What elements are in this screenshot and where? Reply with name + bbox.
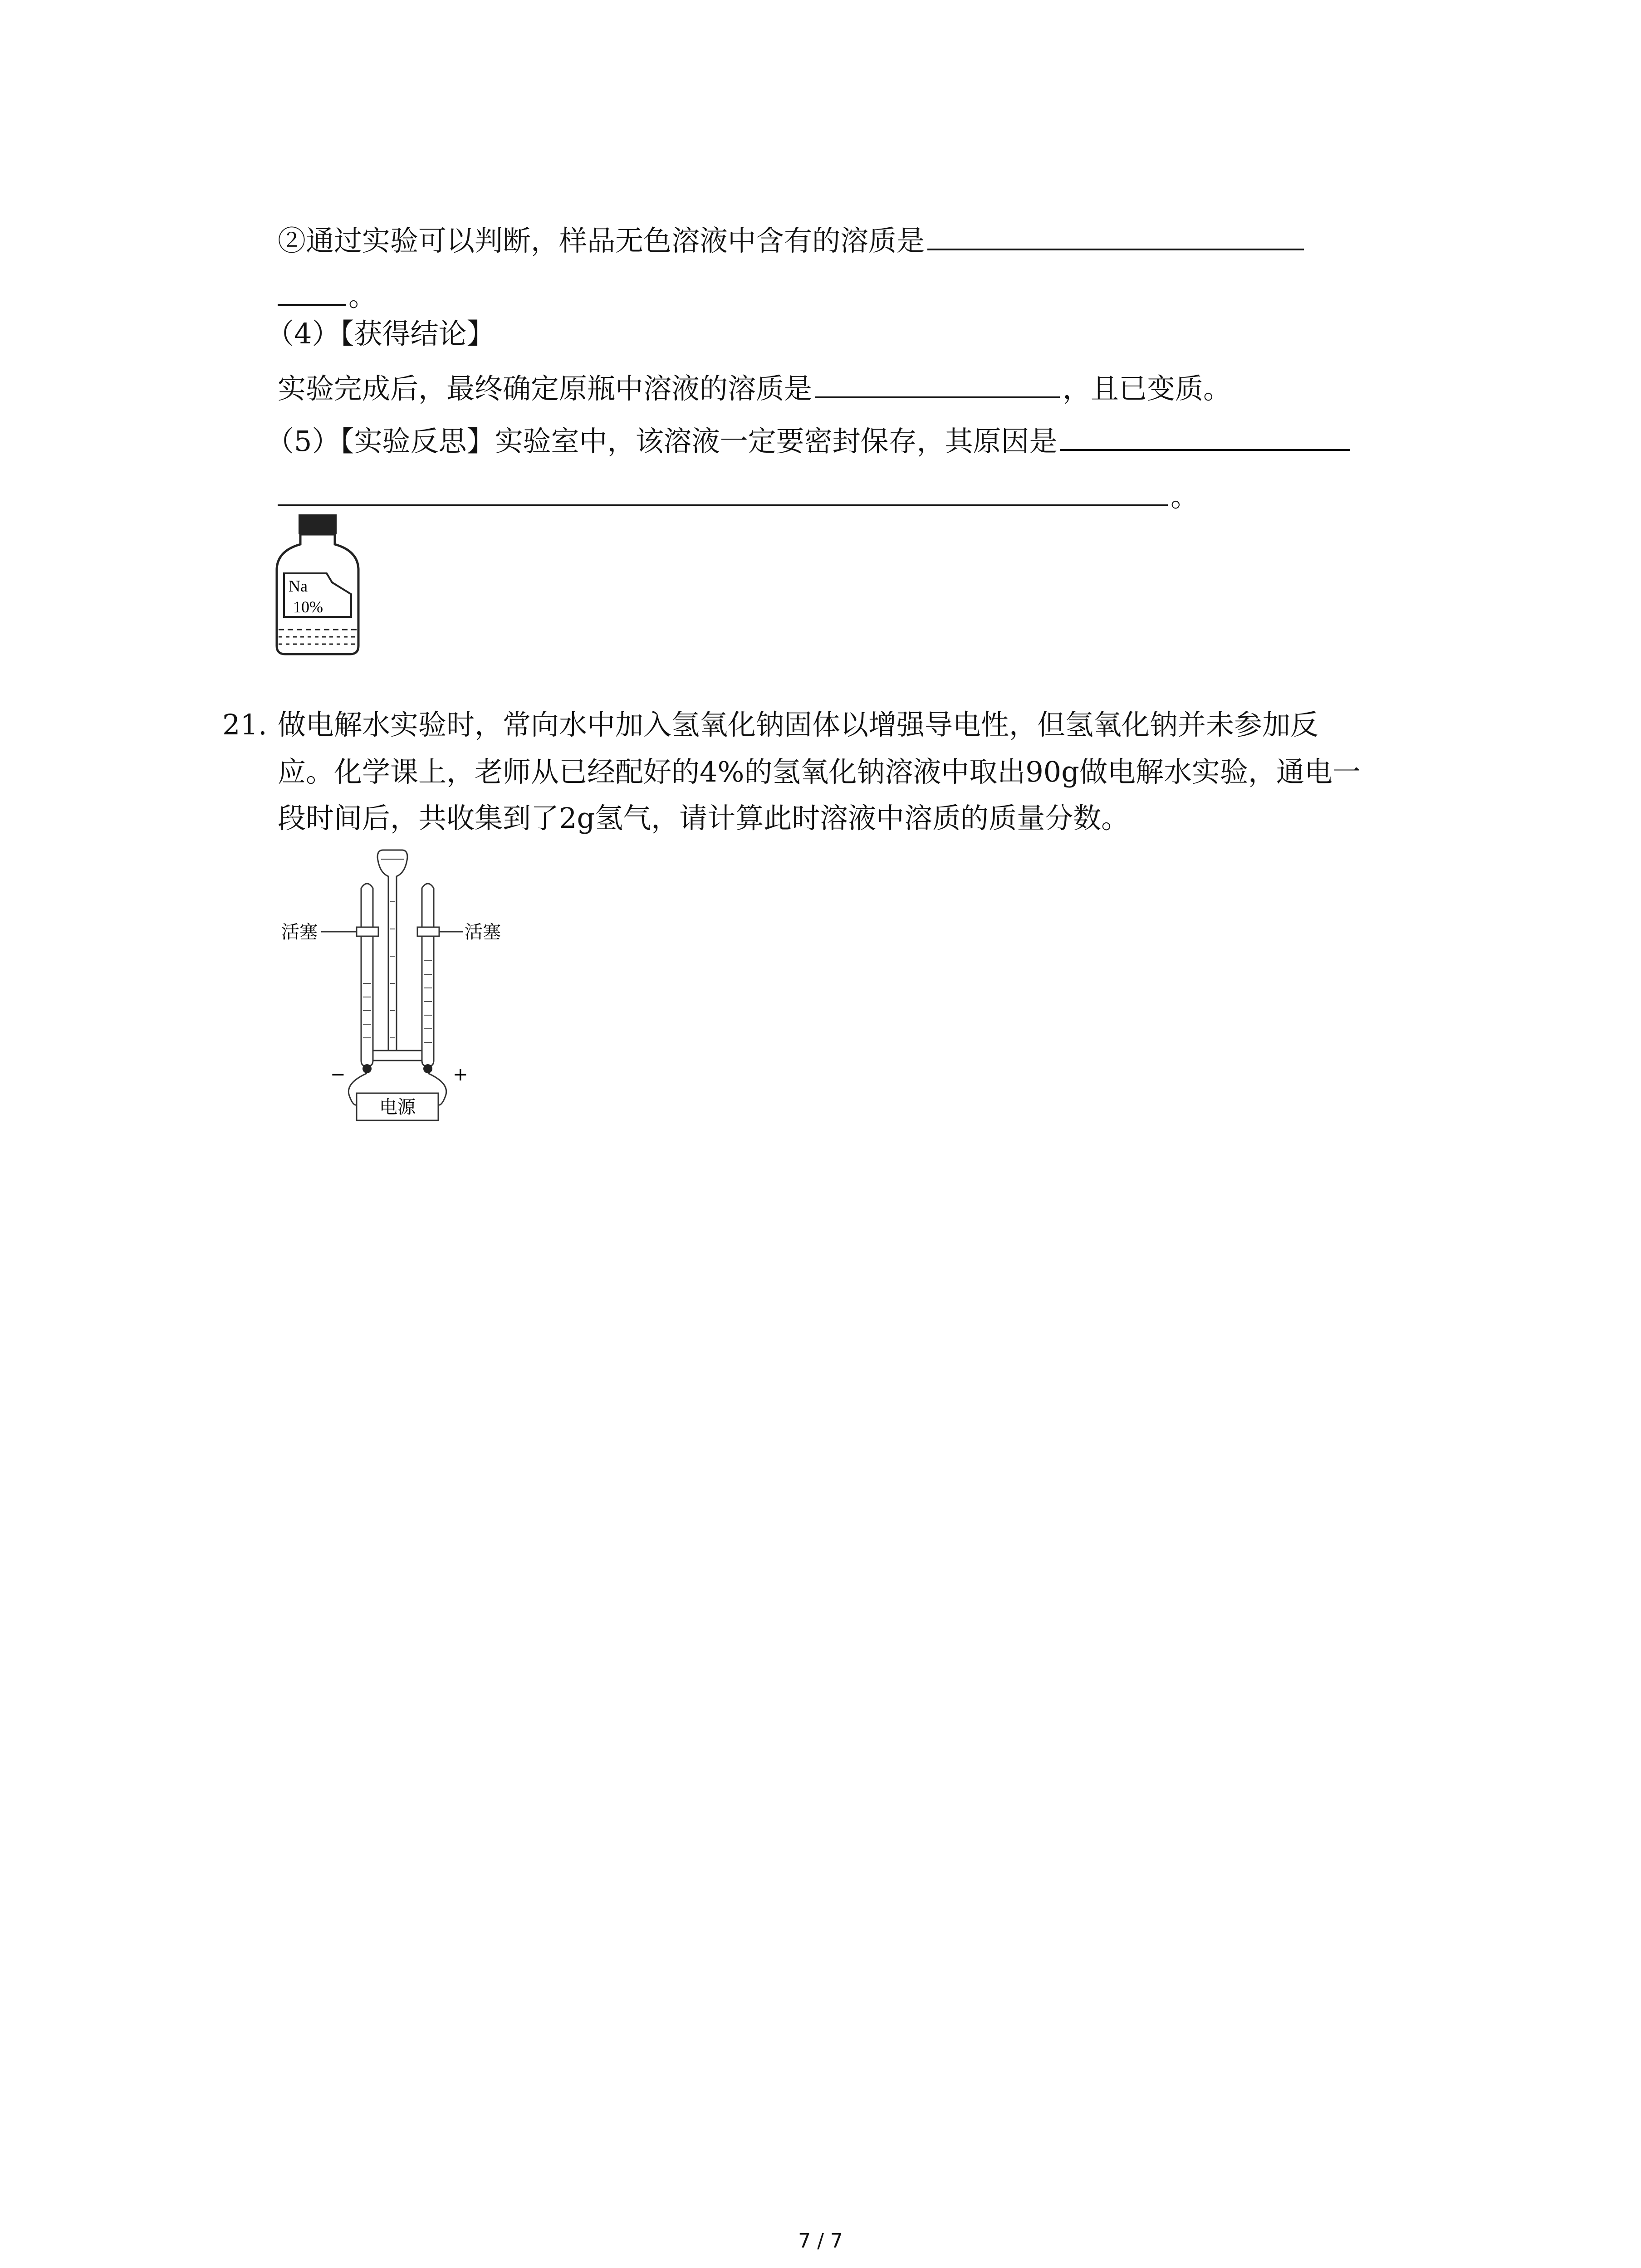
question-21-line-2: 应。化学课上，老师从已经配好的4%的氢氧化钠溶液中取出90g做电解水实验，通电一 bbox=[278, 755, 1361, 788]
bottle-label-percent: 10% bbox=[293, 598, 323, 616]
item-2-continuation bbox=[278, 276, 377, 314]
answer-blank-1[interactable] bbox=[927, 220, 1304, 250]
left-tube bbox=[361, 884, 373, 1066]
positive-electrode bbox=[423, 1064, 432, 1073]
minus-sign: − bbox=[330, 1064, 346, 1085]
connecting-tube bbox=[373, 1051, 422, 1061]
section-4-heading: （4）【获得结论】 bbox=[266, 317, 495, 350]
power-source-label: 电源 bbox=[379, 1097, 416, 1118]
reflection-end: 。 bbox=[1171, 480, 1199, 513]
left-stopcock[interactable] bbox=[357, 927, 378, 936]
answer-blank-3[interactable] bbox=[1060, 421, 1350, 451]
item-2-text: ②通过实验可以判断，样品无色溶液中含有的溶质是 bbox=[278, 224, 925, 257]
item-2-end: 。 bbox=[348, 279, 377, 313]
funnel bbox=[377, 850, 407, 1061]
reagent-bottle-figure bbox=[272, 512, 363, 657]
right-valve-label: 活塞 bbox=[465, 922, 501, 943]
conclusion-after: ，且已变质。 bbox=[1063, 372, 1232, 405]
conclusion-text: 实验完成后，最终确定原瓶中溶液的溶质是 bbox=[278, 372, 813, 405]
left-valve-label: 活塞 bbox=[281, 922, 318, 943]
conclusion-line bbox=[278, 368, 1231, 407]
reflection-line bbox=[266, 421, 1353, 459]
plus-sign: + bbox=[453, 1064, 468, 1085]
question-21-line-3: 段时间后，共收集到了2g氢气，请计算此时溶液中溶质的质量分数。 bbox=[278, 802, 1130, 835]
bottle-cap bbox=[299, 514, 337, 534]
item-2-line bbox=[278, 220, 1307, 259]
negative-electrode bbox=[362, 1064, 372, 1073]
answer-blank-2[interactable] bbox=[815, 368, 1060, 398]
question-21-line-1: 做电解水实验时，常向水中加入氢氧化钠固体以增强导电性，但氢氧化钠并未参加反 bbox=[278, 708, 1319, 741]
question-number: 21. bbox=[222, 708, 267, 741]
page-number: 7 / 7 bbox=[798, 2229, 843, 2253]
electrolysis-apparatus-figure bbox=[272, 847, 526, 1129]
right-stopcock[interactable] bbox=[417, 927, 439, 936]
bottle-label-na: Na bbox=[289, 577, 308, 595]
reflection-continuation bbox=[278, 476, 1199, 515]
answer-blank-3-continued[interactable] bbox=[278, 476, 1168, 506]
answer-blank-1-continued[interactable] bbox=[278, 276, 346, 306]
reflection-text: （5）【实验反思】实验室中，该溶液一定要密封保存，其原因是 bbox=[266, 425, 1058, 458]
